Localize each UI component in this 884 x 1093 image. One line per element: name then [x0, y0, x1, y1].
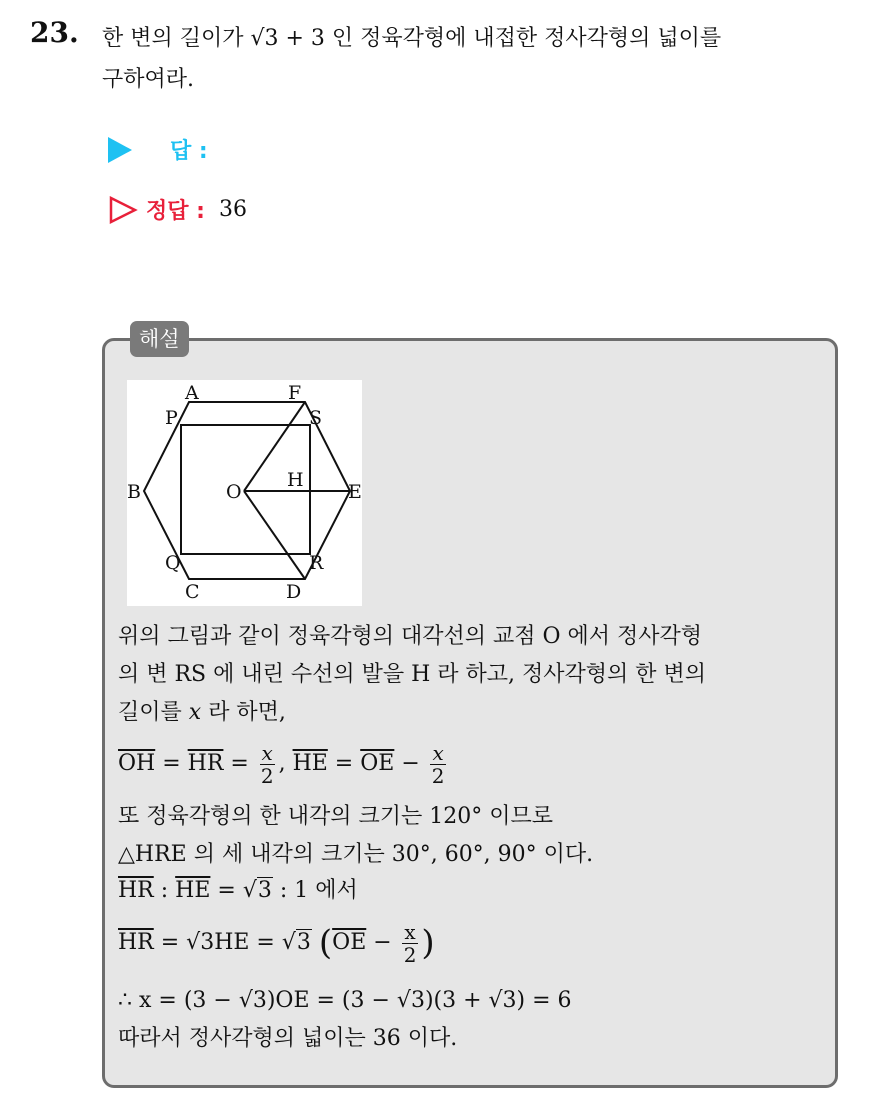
- fraction-x-over-2-b: $\frac{x}{2}$: [431, 740, 445, 788]
- equation-1: $\overline{OH} = \overline{HR}$ = $\frac{x}{2}$ , $\overline{HE} = \overline{OE}$ − $\frac{x}{2}$: [118, 740, 445, 788]
- fraction-x-over-2: $\frac{x}{2}$: [260, 740, 274, 788]
- label-E: E: [348, 481, 362, 503]
- sqrt-3: √3: [242, 878, 272, 903]
- question-text: [102, 18, 872, 100]
- correct-answer-row: [108, 194, 247, 225]
- solution-last-line: 따라서 정사각형의 넓이는 36 이다.: [118, 1026, 458, 1051]
- overline-HE-2: $\overline{HE}$: [175, 878, 211, 903]
- label-D: D: [286, 581, 302, 603]
- overline-HR-2: $\overline{HR}$: [118, 878, 154, 903]
- hexagon-square-figure: [127, 380, 362, 606]
- label-H: H: [287, 469, 304, 491]
- solution-tag: 해설: [130, 321, 189, 357]
- label-C: C: [185, 581, 200, 603]
- label-R: R: [309, 552, 324, 574]
- solution-line-5: 또 정육각형의 한 내각의 크기는 120° 이므로: [118, 804, 553, 829]
- label-Q: Q: [165, 552, 181, 574]
- overline-OH: $\overline{OH}$: [118, 751, 156, 776]
- label-A: A: [185, 382, 199, 404]
- answer-label: 답 :: [170, 139, 208, 164]
- answer-row: [108, 134, 208, 165]
- label-O: O: [226, 481, 242, 503]
- overline-OE: $\overline{OE}$: [360, 751, 395, 776]
- solution-line-2: 의 변 RS 에 내린 수선의 발을 H 라 하고, 정사각형의 한 변의: [118, 662, 707, 687]
- label-S: S: [309, 407, 323, 429]
- overline-HE: $\overline{HE}$: [292, 751, 328, 776]
- outline-triangle-icon: [108, 196, 138, 224]
- fraction-x-over-2-c: $\frac{x}{2}$: [403, 919, 417, 967]
- variable-x: x: [188, 700, 202, 725]
- question-line-2: 구하여라.: [102, 67, 195, 92]
- equation-3: $\overline{HR} = √3HE = √3$ ($\overline{OE}$ − $\frac{x}{2}$ ): [118, 919, 435, 967]
- correct-answer-label: 정답 :: [146, 199, 205, 224]
- line3-text-b: 라 하면,: [208, 700, 286, 725]
- label-B: B: [127, 481, 141, 503]
- eq2-rest: : 1 에서: [279, 878, 358, 903]
- overline-HR-3: $\overline{HR}$: [118, 930, 154, 955]
- overline-OE-3: $\overline{OE}$: [332, 930, 367, 955]
- label-F: F: [288, 382, 302, 404]
- sqrt3-HE: √3HE: [186, 930, 250, 955]
- equation-2: $\overline{HR}$ : $\overline{HE} = √3$ : 1 에서: [118, 876, 358, 906]
- overline-HR: $\overline{HR}$: [187, 751, 224, 776]
- label-P: P: [165, 407, 178, 429]
- solution-line-1: 위의 그림과 같이 정육각형의 대각선의 교점 O 에서 정사각형: [118, 624, 703, 649]
- sqrt-3-b: √3: [281, 930, 311, 955]
- correct-answer-value: 36: [218, 197, 247, 222]
- equation-4: ∴ x = (3 − √3)OE = (3 − √3)(3 + √3) = 6: [118, 988, 572, 1013]
- solution-line-6: △HRE 의 세 내각의 크기는 30°, 60°, 90° 이다.: [118, 842, 594, 867]
- solution-line-3: [118, 698, 286, 728]
- segment-OD: [244, 491, 305, 579]
- question-number: 23.: [30, 16, 79, 49]
- question-line-1: 한 변의 길이가 √3 + 3 인 정육각형에 내접한 정사각형의 넓이를: [102, 26, 722, 51]
- filled-triangle-icon: [108, 137, 132, 163]
- line3-text-a: 길이를: [118, 700, 182, 725]
